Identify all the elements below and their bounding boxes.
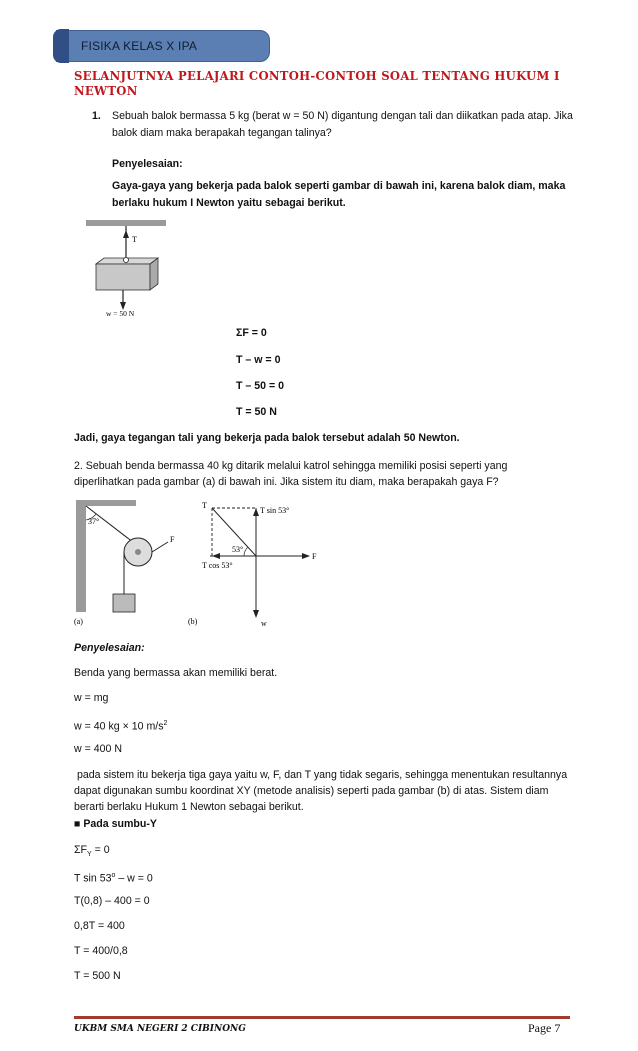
s4: w = 400 N bbox=[74, 743, 122, 755]
problem2-line1: 2. Sebuah benda bermassa 40 kg ditarik melalui katrol sehingga memiliki posisi seperti yang bbox=[74, 460, 508, 472]
s3 bbox=[74, 716, 167, 735]
section-heading: SELANJUTNYA PELAJARI CONTOH-CONTOH SOAL TENTANG HUKUM I NEWTON bbox=[74, 68, 560, 98]
f-arrow bbox=[302, 553, 310, 559]
caption-a: (a) bbox=[74, 617, 83, 626]
pulley-figure-a bbox=[72, 498, 182, 628]
y1-rest: = 0 bbox=[91, 844, 110, 856]
y6: T = 500 N bbox=[74, 970, 121, 982]
eq4: T = 50 N bbox=[236, 406, 277, 418]
problem1-solution-label: Penyelesaian: bbox=[112, 158, 183, 170]
block-front bbox=[96, 264, 150, 290]
tsin-label: T sin 53° bbox=[260, 506, 290, 515]
hanging-block-figure bbox=[86, 220, 176, 318]
w-label: w = 50 N bbox=[106, 309, 135, 318]
angle-37-label: 37° bbox=[88, 517, 100, 526]
s1: Benda yang bermassa akan memiliki berat. bbox=[74, 667, 278, 679]
y2-sup: o bbox=[111, 872, 116, 879]
problem1-explain2: berlaku hukum I Newton yaitu sebagai berikut. bbox=[112, 197, 346, 209]
tcos-label: T cos 53° bbox=[202, 561, 233, 570]
angle-53-arc bbox=[244, 547, 248, 556]
y1-main: ΣF bbox=[74, 844, 88, 856]
y2-rest: – w = 0 bbox=[115, 872, 153, 885]
problem1-explain1: Gaya-gaya yang bekerja pada balok seperti gambar di bawah ini, karena balok diam, maka bbox=[112, 180, 566, 192]
problem2-line2: diperlihatkan pada gambar (a) di bawah ini. Jika sistem itu diam, maka berapakah gaya F? bbox=[74, 476, 499, 488]
force-line bbox=[152, 542, 168, 552]
hook bbox=[124, 258, 129, 263]
problem1-line2: balok diam maka berapakah tegangan talinya? bbox=[112, 127, 332, 139]
ceiling-beam bbox=[76, 500, 136, 506]
force-diagram-b bbox=[186, 498, 326, 630]
eq1: ΣF = 0 bbox=[236, 327, 267, 339]
problem1-number: 1. bbox=[92, 110, 101, 122]
header-tab-accent bbox=[53, 29, 69, 63]
y2 bbox=[74, 868, 153, 887]
f-label-a: F bbox=[170, 535, 175, 544]
header-title: FISIKA KELAS X IPA bbox=[81, 39, 198, 53]
para1: pada sistem itu bekerja tiga gaya yaitu w, F, dan T yang tidak segaris, sehingga menentukan resultannya bbox=[74, 769, 568, 781]
para2: dapat digunakan sumbu koordinat XY (metode analisis) seperti pada gambar (b) di atas. Sistem diam bbox=[74, 785, 549, 797]
wall bbox=[76, 500, 86, 612]
pulley-axle bbox=[135, 549, 141, 555]
t-label-b: T bbox=[202, 501, 207, 510]
problem1-conclusion: Jadi, gaya tegangan tali yang bekerja pada balok tersebut adalah 50 Newton. bbox=[74, 432, 460, 444]
footer-school: UKBM SMA NEGERI 2 CIBINONG bbox=[74, 1024, 246, 1034]
y2-main: T sin 53 bbox=[74, 872, 112, 885]
problem1-line1: Sebuah balok bermassa 5 kg (berat w = 50 N) digantung dengan tali dan diikatkan pada atap. Jika bbox=[112, 110, 573, 122]
y4: 0,8T = 400 bbox=[74, 920, 125, 932]
eq3: T – 50 = 0 bbox=[236, 380, 284, 392]
w-label-b: w bbox=[261, 619, 267, 628]
s2: w = mg bbox=[74, 692, 109, 704]
s3-sup: 2 bbox=[163, 720, 168, 727]
y-axis-label: ■ Pada sumbu-Y bbox=[74, 818, 157, 830]
tension-arrow bbox=[123, 230, 129, 238]
footer-page-number: Page 7 bbox=[528, 1021, 561, 1035]
problem2-solution-label: Penyelesaian: bbox=[74, 642, 145, 654]
block-side bbox=[150, 258, 158, 290]
f-label-b: F bbox=[312, 552, 317, 561]
y5: T = 400/0,8 bbox=[74, 945, 128, 957]
w-arrow bbox=[253, 610, 259, 618]
header-tab bbox=[56, 30, 270, 62]
caption-b: (b) bbox=[188, 617, 198, 626]
tsin-arrow bbox=[253, 508, 259, 516]
y1 bbox=[74, 842, 110, 863]
para3: berarti berlaku Hukum 1 Newton sebagai berikut. bbox=[74, 801, 304, 813]
y3: T(0,8) – 400 = 0 bbox=[74, 895, 150, 907]
angle-53-label: 53° bbox=[232, 545, 244, 554]
ceiling bbox=[86, 220, 166, 226]
footer-divider bbox=[74, 1016, 570, 1019]
mass-block bbox=[113, 594, 135, 612]
tcos-arrow bbox=[212, 553, 220, 559]
eq2: T – w = 0 bbox=[236, 354, 281, 366]
s3-main: w = 40 kg × 10 m/s bbox=[74, 720, 164, 733]
t-label: T bbox=[132, 235, 137, 244]
y1-sub: Y bbox=[87, 851, 92, 859]
